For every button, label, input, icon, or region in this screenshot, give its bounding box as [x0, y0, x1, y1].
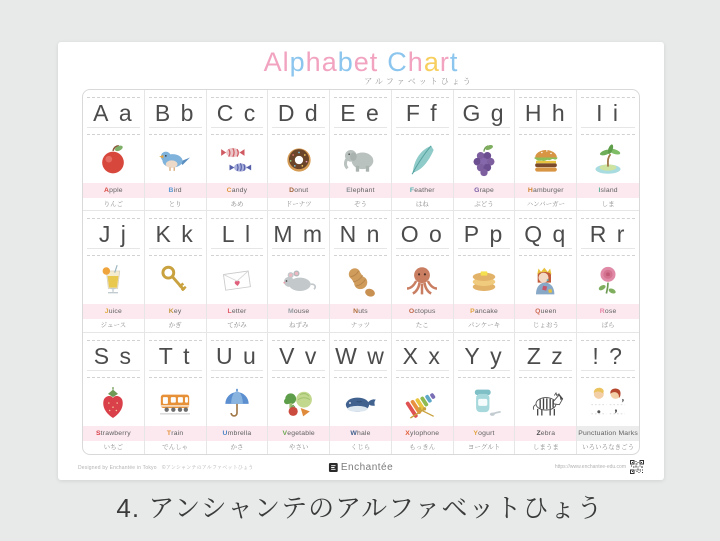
key-icon — [145, 258, 206, 304]
cell-octopus — [392, 211, 454, 332]
cell-umbrella — [207, 333, 269, 454]
letter-pair: N n — [339, 221, 382, 248]
word-label — [330, 183, 391, 198]
poster-header — [58, 47, 664, 87]
vegetable-icon — [268, 380, 329, 426]
letter-guide — [145, 211, 206, 258]
kana-label: いろいろなきごう — [582, 443, 635, 451]
word-first-letter: R — [599, 308, 605, 316]
kana-label: ハンバーガー — [526, 201, 566, 208]
cell-mouse — [268, 211, 330, 332]
cell-letter — [207, 211, 269, 332]
word-first-letter: F — [409, 187, 415, 194]
letter-guide — [515, 90, 576, 137]
cell-nuts — [330, 211, 392, 332]
word-first-letter: E — [346, 187, 351, 194]
word-label — [268, 304, 329, 319]
kana-label: かさ — [230, 443, 244, 451]
word-label — [207, 426, 268, 441]
kana-label: りんご — [103, 201, 124, 208]
letter-pair: H h — [524, 100, 567, 126]
letter-guide — [207, 211, 268, 258]
kana-label: てがみ — [227, 322, 247, 330]
kana-label: もっきん — [409, 443, 436, 451]
word-first-letter: O — [408, 308, 415, 316]
title-letter: C — [387, 47, 408, 77]
word-rest: ose — [604, 308, 617, 316]
guide-line — [87, 255, 140, 256]
zebra-icon — [515, 380, 576, 426]
page-caption: 4. アンシャンテのアルファベットひょう — [116, 493, 604, 523]
word-rest: ebra — [540, 429, 556, 437]
guide-line — [149, 255, 202, 256]
guide-line — [149, 134, 202, 135]
word-rest: pple — [109, 187, 123, 194]
guide-line — [211, 134, 264, 135]
title-letter: t — [449, 47, 459, 77]
elephant-icon — [330, 137, 391, 183]
letter-guide — [454, 211, 515, 258]
kana-label: ヨーグルト — [467, 443, 501, 451]
word-first-letter: J — [104, 308, 109, 316]
kana-label: じょおう — [532, 322, 559, 330]
word-first-letter: L — [227, 308, 232, 316]
kana-label: かぎ — [168, 322, 182, 330]
cell-rose — [577, 211, 639, 332]
title-letter: h — [407, 47, 424, 77]
guide-line — [581, 377, 635, 378]
kana-label: しまうま — [532, 443, 559, 451]
poster-footer — [78, 457, 644, 477]
guide-line — [334, 255, 387, 256]
word-label — [145, 304, 206, 319]
word-label — [515, 183, 576, 198]
word-rest: amburger — [533, 187, 564, 194]
letter-pair: M m — [273, 221, 325, 248]
letter-pair: X x — [402, 342, 442, 369]
word-first-letter: B — [168, 187, 174, 194]
letter-pair: F f — [405, 100, 439, 126]
letter-pair: O o — [400, 221, 444, 248]
guide-line — [581, 255, 635, 256]
cell-key — [145, 211, 207, 332]
word-label — [392, 304, 453, 319]
word-first-letter: D — [289, 187, 295, 194]
letter-guide — [268, 333, 329, 380]
guide-line — [87, 134, 140, 135]
letter-pair: U u — [216, 342, 258, 369]
word-first-letter: A — [104, 187, 110, 194]
letter-pair: ! ? — [592, 342, 624, 369]
cell-vegetable — [268, 333, 330, 454]
kana-label: ナッツ — [350, 322, 371, 330]
kana-label: はね — [415, 201, 429, 208]
word-first-letter: V — [282, 429, 288, 437]
letter-guide — [330, 211, 391, 258]
word-first-letter: S — [95, 429, 101, 437]
word-first-letter: C — [226, 187, 232, 194]
word-first-letter: G — [474, 187, 480, 194]
letter-pair: B b — [154, 100, 196, 126]
letter-guide — [268, 211, 329, 258]
letter-pair: P p — [463, 221, 505, 248]
word-rest: sland — [600, 187, 618, 194]
whale-icon — [330, 380, 391, 426]
footer-url: https://www.enchantee-edu.com — [554, 464, 626, 470]
kana-label: ドーナツ — [285, 201, 312, 208]
word-rest: etter — [231, 308, 247, 316]
word-rest: ancake — [474, 308, 498, 316]
letter-pair: G g — [462, 100, 506, 126]
cell-pancake — [454, 211, 516, 332]
letter-guide — [83, 333, 144, 380]
kana-label: あめ — [230, 201, 244, 208]
letter-pair: Q q — [524, 221, 568, 248]
kana-label: やさい — [288, 443, 309, 451]
kana-label: ぶどう — [474, 201, 494, 208]
cell-grape — [454, 90, 516, 211]
letter-guide — [145, 90, 206, 137]
word-label — [83, 304, 144, 319]
letter-guide — [577, 333, 639, 380]
grape-icon — [454, 137, 515, 183]
title-letter: e — [353, 47, 370, 77]
kana-label: しま — [601, 201, 615, 208]
letter-guide — [268, 90, 329, 137]
letter-guide — [207, 90, 268, 137]
bird-icon — [145, 137, 206, 183]
letter-pair: E e — [340, 100, 381, 126]
word-first-letter: P — [470, 308, 475, 316]
cell-apple — [83, 90, 145, 211]
word-label — [454, 426, 515, 441]
letter-guide — [515, 211, 576, 258]
candy-icon — [207, 137, 268, 183]
cell-punctuation-marks — [577, 333, 639, 454]
cell-hamburger — [515, 90, 577, 211]
word-label — [207, 183, 268, 198]
word-label — [207, 304, 268, 319]
kana-label: ばら — [601, 322, 615, 330]
letter-guide — [83, 90, 144, 137]
word-rest: ylophone — [410, 429, 440, 437]
letter-guide — [330, 90, 391, 137]
alphabet-poster — [58, 42, 664, 480]
guide-line — [519, 255, 572, 256]
word-rest: ey — [173, 308, 182, 316]
letter-pair: L l — [221, 221, 253, 248]
word-rest: lephant — [351, 187, 375, 194]
feather-icon — [392, 137, 453, 183]
footer-credit: Designed by Enchantée in Tokyo ©アンシャンテのアルファベットひょう — [78, 464, 254, 471]
kana-label: とり — [168, 201, 182, 208]
word-label — [83, 426, 144, 441]
train-icon — [145, 380, 206, 426]
title-letter: p — [289, 47, 306, 77]
island-icon — [577, 137, 639, 183]
word-rest: ctopus — [414, 308, 436, 316]
word-first-letter: I — [598, 187, 601, 194]
word-first-letter: X — [405, 429, 411, 437]
kana-label: でんしゃ — [162, 443, 189, 451]
cell-zebra — [515, 333, 577, 454]
kana-label: ねずみ — [288, 322, 309, 330]
letter-guide — [330, 333, 391, 380]
word-first-letter: M — [288, 308, 294, 316]
guide-line — [519, 377, 572, 378]
word-rest: ird — [173, 187, 182, 194]
letter-pair: A a — [93, 100, 134, 126]
letter-guide — [145, 333, 206, 380]
word-rest: eather — [414, 187, 435, 194]
word-label — [268, 426, 329, 441]
word-first-letter: W — [350, 429, 357, 437]
umbrella-icon — [207, 380, 268, 426]
enchantee-logo-icon — [329, 463, 338, 472]
letter-pair: V v — [279, 342, 319, 369]
cell-donut — [268, 90, 330, 211]
word-rest: hale — [356, 429, 371, 437]
title-letter: t — [369, 47, 379, 77]
strawberry-icon — [83, 380, 144, 426]
word-label — [577, 183, 639, 198]
letter-pair: J j — [98, 221, 128, 248]
xylophone-icon — [392, 380, 453, 426]
word-first-letter: U — [222, 429, 228, 437]
cell-juice — [83, 211, 145, 332]
punctuation-icon — [577, 380, 639, 426]
donut-icon — [268, 137, 329, 183]
cell-whale — [330, 333, 392, 454]
juice-icon — [83, 258, 144, 304]
word-label: Punctuation Marks — [577, 426, 639, 441]
letter-pair: Y y — [464, 342, 504, 369]
word-rest: uice — [108, 308, 123, 316]
poster-title — [264, 47, 459, 77]
word-label — [454, 183, 515, 198]
guide-line — [334, 134, 387, 135]
cell-xylophone — [392, 333, 454, 454]
title-letter: r — [439, 47, 450, 77]
poster-subtitle: アルファベットひょう — [364, 77, 474, 86]
word-rest: onut — [294, 187, 309, 194]
letter-guide — [392, 90, 453, 137]
cell-feather — [392, 90, 454, 211]
word-rest: uts — [358, 308, 368, 316]
word-label — [330, 304, 391, 319]
cell-queen — [515, 211, 577, 332]
hamburger-icon — [515, 137, 576, 183]
letter-guide — [392, 333, 453, 380]
word-label — [577, 304, 639, 319]
kana-label: たこ — [415, 322, 429, 330]
word-label — [145, 426, 206, 441]
letter-pair: K k — [155, 221, 195, 248]
word-first-letter: Q — [535, 308, 541, 316]
guide-line — [581, 134, 635, 135]
word-first-letter: K — [168, 308, 174, 316]
word-rest: egetable — [287, 429, 315, 437]
mouse-icon — [268, 258, 329, 304]
kana-label: パンケーキ — [467, 322, 501, 330]
guide-line — [211, 255, 264, 256]
word-label — [454, 304, 515, 319]
word-first-letter: Y — [473, 429, 479, 437]
footer-logo — [329, 462, 393, 473]
letter-guide — [83, 211, 144, 258]
letter-guide — [454, 333, 515, 380]
letter-pair: I i — [596, 100, 621, 126]
guide-line — [211, 377, 264, 378]
guide-line — [149, 377, 202, 378]
word-label — [392, 183, 453, 198]
cell-island — [577, 90, 639, 211]
yogurt-icon — [454, 380, 515, 426]
word-label — [515, 304, 576, 319]
word-first-letter: T — [166, 429, 172, 437]
letter-icon — [207, 258, 268, 304]
kana-label: いちご — [103, 443, 124, 451]
word-first-letter: Z — [536, 429, 541, 437]
letter-pair: Z z — [526, 342, 565, 369]
letter-pair: T t — [158, 342, 192, 369]
guide-line — [396, 255, 449, 256]
title-letter: A — [263, 47, 283, 77]
cell-elephant — [330, 90, 392, 211]
letter-pair: D d — [277, 100, 320, 126]
title-letter: a — [423, 47, 440, 77]
word-rest: rain — [171, 429, 184, 437]
word-label — [268, 183, 329, 198]
guide-line — [87, 377, 140, 378]
word-first-letter: N — [353, 308, 359, 316]
kana-label: ジュース — [100, 322, 127, 330]
qr-code-icon — [630, 460, 644, 474]
footer-right — [555, 460, 644, 474]
letter-pair: W w — [335, 342, 386, 369]
word-label — [83, 183, 144, 198]
footer-logo-text: Enchantée — [340, 461, 394, 473]
title-letter: b — [337, 47, 354, 77]
word-label — [330, 426, 391, 441]
guide-line — [396, 134, 449, 135]
word-label — [515, 426, 576, 441]
octopus-icon — [392, 258, 453, 304]
word-label — [392, 426, 453, 441]
letter-guide — [392, 211, 453, 258]
queen-icon — [515, 258, 576, 304]
letter-guide — [454, 90, 515, 137]
guide-line — [272, 255, 325, 256]
letter-pair: R r — [589, 221, 627, 248]
letter-guide — [515, 333, 576, 380]
kana-label: くじら — [350, 443, 371, 451]
letter-guide — [577, 211, 639, 258]
letter-pair: C c — [216, 100, 258, 126]
guide-line — [458, 255, 511, 256]
cell-bird — [145, 90, 207, 211]
guide-line — [272, 134, 325, 135]
word-rest: mbrella — [227, 429, 252, 437]
rose-icon — [577, 258, 639, 304]
title-letter: h — [305, 47, 322, 77]
guide-line — [272, 377, 325, 378]
nuts-icon — [330, 258, 391, 304]
letter-pair: S s — [93, 342, 133, 369]
apple-icon — [83, 137, 144, 183]
pancake-icon — [454, 258, 515, 304]
word-rest: trawberry — [100, 429, 131, 437]
cell-train — [145, 333, 207, 454]
cell-strawberry — [83, 333, 145, 454]
title-letter: l — [282, 47, 290, 77]
title-letter: a — [321, 47, 338, 77]
word-rest: rape — [479, 187, 494, 194]
cell-candy — [207, 90, 269, 211]
cell-yogurt — [454, 333, 516, 454]
word-label — [145, 183, 206, 198]
guide-line — [334, 377, 387, 378]
kana-label: ぞう — [353, 201, 367, 208]
guide-line — [458, 134, 511, 135]
word-first-letter: H — [527, 187, 534, 194]
word-rest: ouse — [293, 308, 310, 316]
word-rest: andy — [231, 187, 248, 194]
word-rest: ueen — [540, 308, 557, 316]
guide-line — [519, 134, 572, 135]
letter-guide — [577, 90, 639, 137]
guide-line — [458, 377, 511, 378]
word-rest: ogurt — [478, 429, 495, 437]
alphabet-grid — [82, 89, 640, 455]
letter-guide — [207, 333, 268, 380]
guide-line — [396, 377, 449, 378]
